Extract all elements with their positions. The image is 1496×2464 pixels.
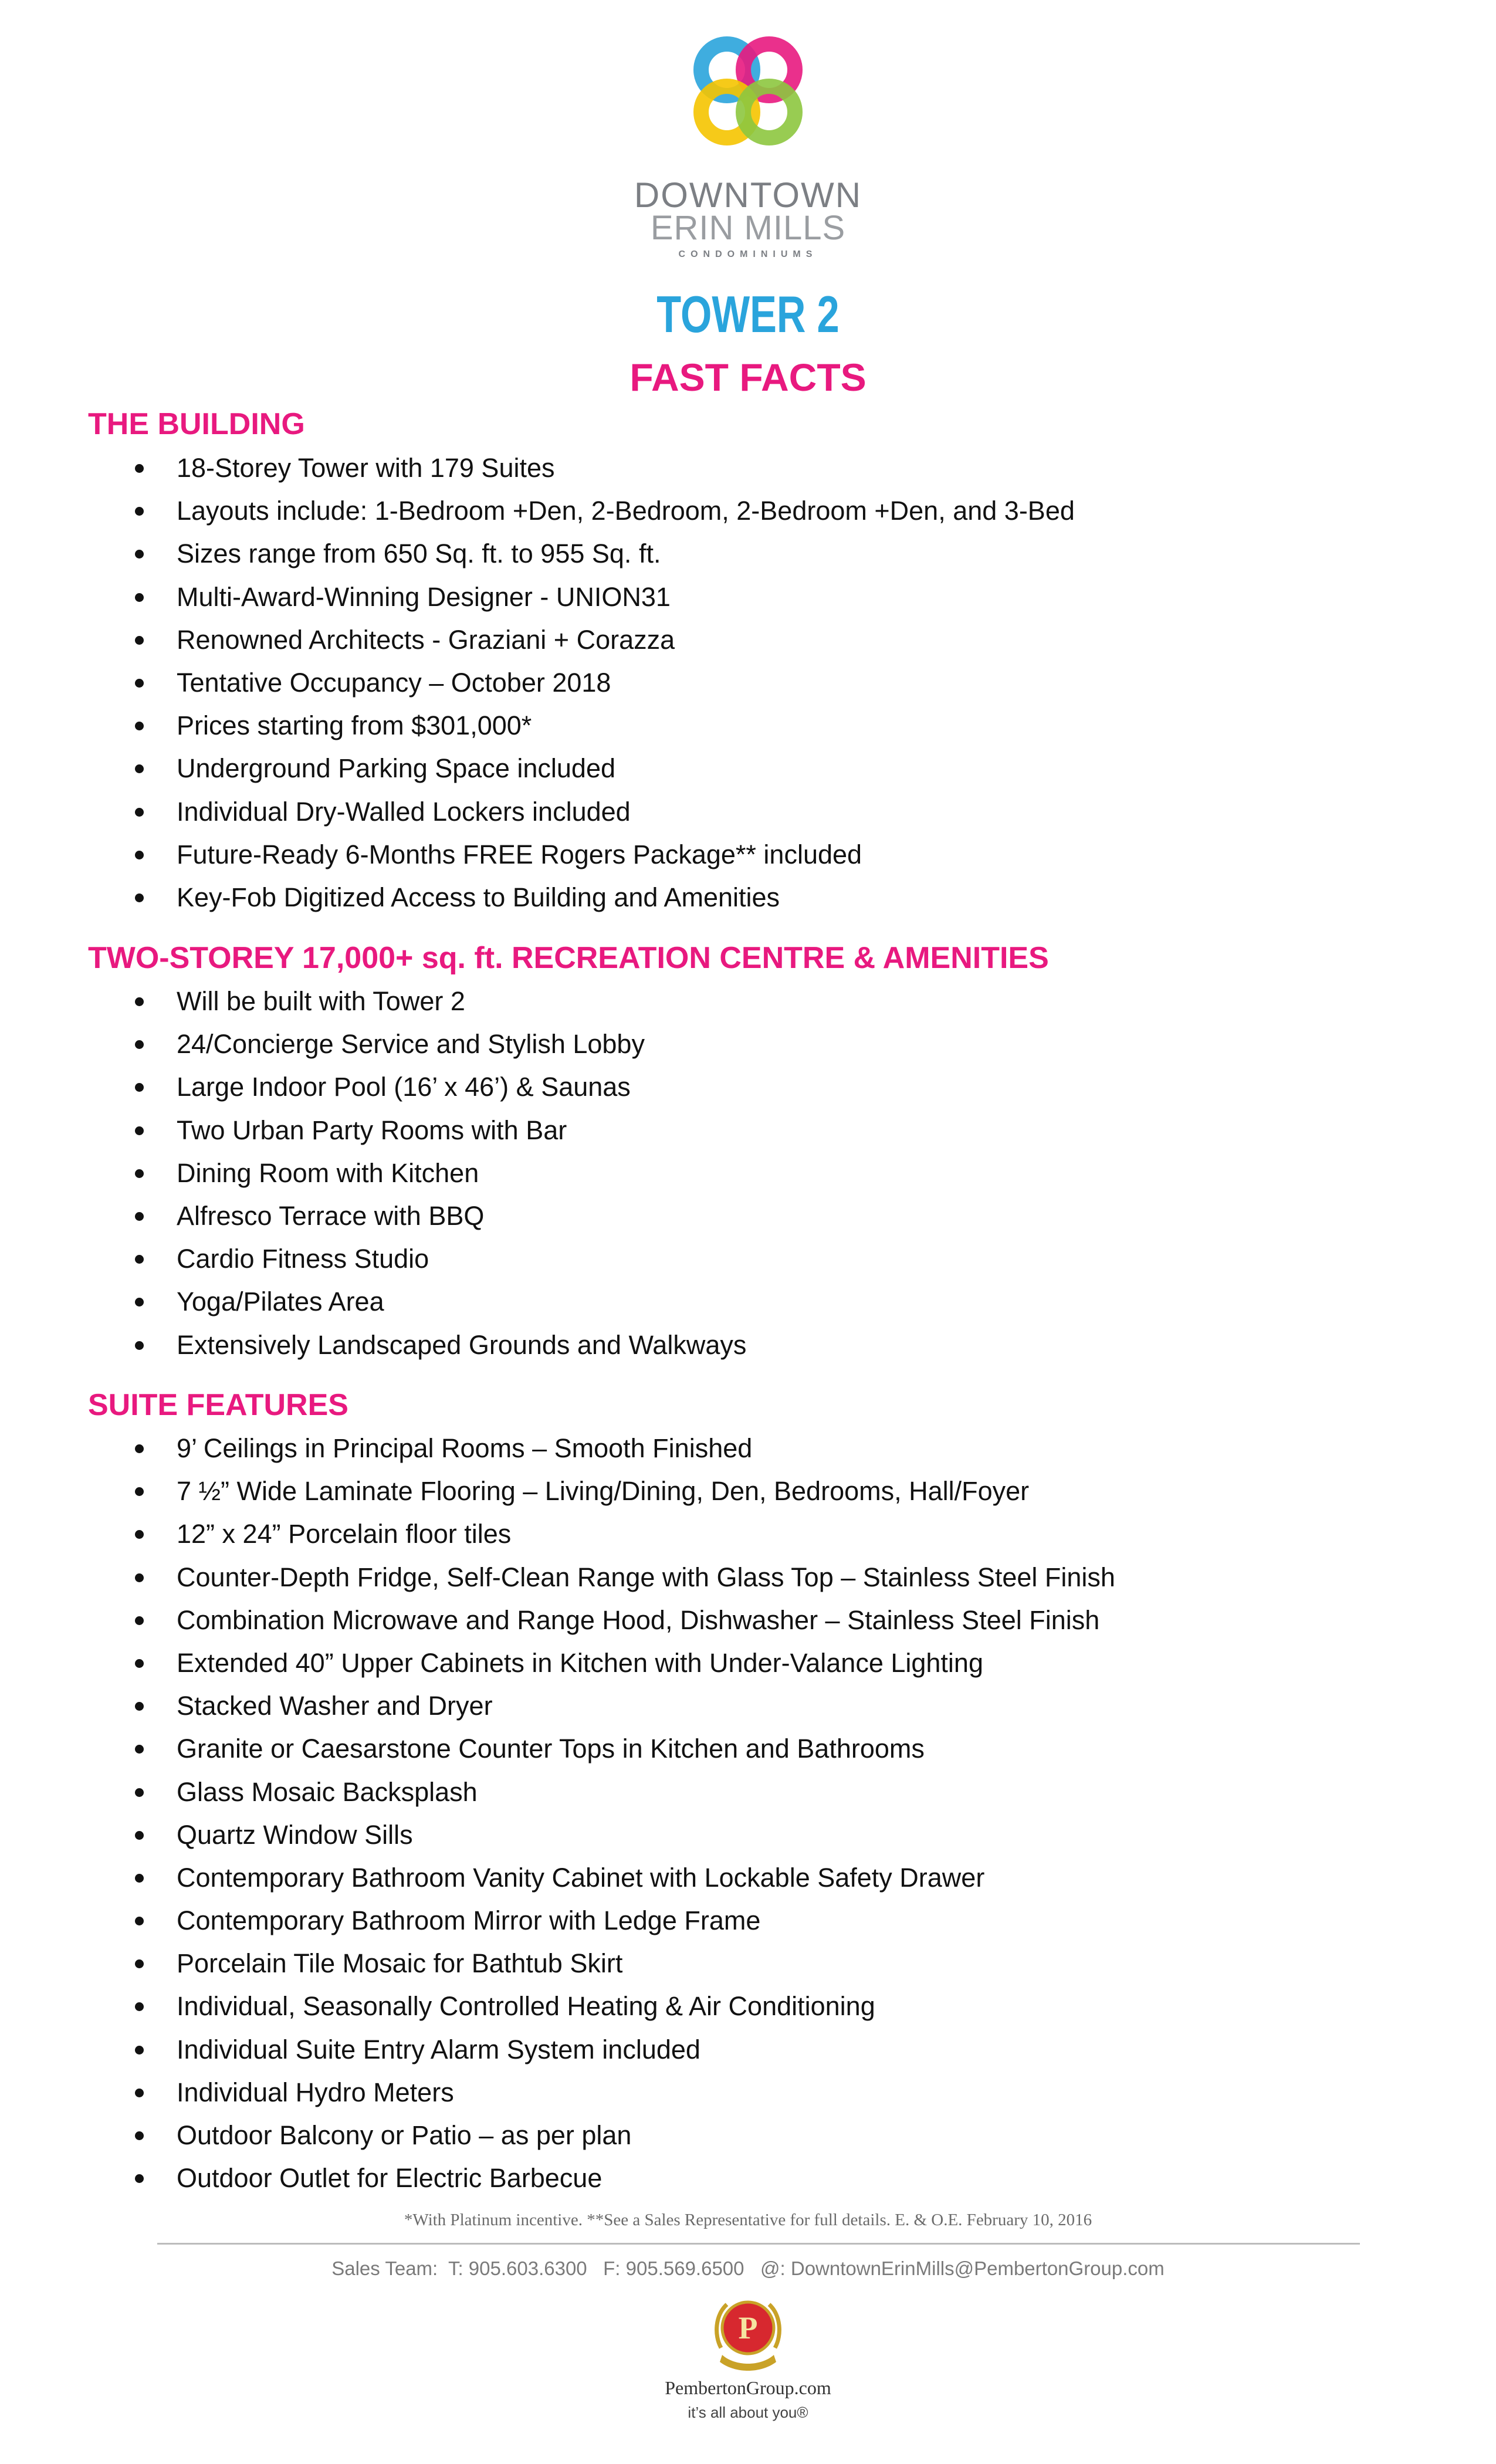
list-item-text: Multi-Award-Winning Designer - UNION31 <box>177 581 671 612</box>
bullet-icon <box>135 1959 144 1968</box>
list-item <box>135 1470 1115 1512</box>
list-item-text: Individual Suite Entry Alarm System included <box>177 2034 700 2064</box>
list-item <box>135 1727 1115 1770</box>
list-item-text: Combination Microwave and Range Hood, Dishwasher – Stainless Steel Finish <box>177 1605 1100 1635</box>
list-item-text: Yoga/Pilates Area <box>177 1287 384 1317</box>
list-item <box>135 618 1075 661</box>
bullet-icon <box>135 1659 144 1668</box>
bullet-icon <box>135 1487 144 1496</box>
list-item <box>135 1065 746 1108</box>
pemberton-tagline: it’s all about you® <box>688 2404 808 2421</box>
list-item <box>135 1152 746 1194</box>
list-item-text: Two Urban Party Rooms with Bar <box>177 1115 567 1145</box>
list-item <box>135 1684 1115 1727</box>
list-item <box>135 1280 746 1323</box>
list-item <box>135 833 1075 876</box>
list-item <box>135 1942 1115 1985</box>
list-item <box>135 446 1075 489</box>
list-item-text: 18-Storey Tower with 179 Suites <box>177 453 555 483</box>
list-item-text: Prices starting from $301,000* <box>177 710 532 741</box>
list-item <box>135 2114 1115 2157</box>
bullet-icon <box>135 1702 144 1711</box>
brand-name-line2: ERIN MILLS <box>650 209 846 247</box>
list-item <box>135 576 1075 618</box>
bullet-icon <box>135 997 144 1006</box>
list-item <box>135 790 1075 833</box>
bullet-icon <box>135 550 144 559</box>
building-list <box>135 446 1075 919</box>
bullet-icon <box>135 679 144 688</box>
pemberton-crest-icon <box>712 2294 784 2375</box>
list-item <box>135 661 1075 704</box>
list-item <box>135 1194 746 1237</box>
list-item-text: Dining Room with Kitchen <box>177 1157 479 1188</box>
list-item <box>135 1599 1115 1641</box>
list-item-text: Future-Ready 6-Months FREE Rogers Package** included <box>177 839 862 869</box>
list-item <box>135 1641 1115 1684</box>
list-item <box>135 876 1075 919</box>
bullet-icon <box>135 1040 144 1049</box>
section-heading-suite-features: SUITE FEATURES <box>88 1388 348 1422</box>
list-item <box>135 532 1075 575</box>
bullet-icon <box>135 1169 144 1178</box>
footnote: *With Platinum incentive. **See a Sales Representative for full details. E. & O.E. February 10, 2016 <box>404 2211 1092 2229</box>
bullet-icon <box>135 808 144 817</box>
crest-letter: P <box>738 2310 758 2345</box>
section-heading-building: THE BUILDING <box>88 407 305 441</box>
bullet-icon <box>135 1530 144 1539</box>
bullet-icon <box>135 1212 144 1221</box>
list-item <box>135 1237 746 1280</box>
list-item <box>135 704 1075 747</box>
bullet-icon <box>135 1255 144 1264</box>
list-item-text: Individual Hydro Meters <box>177 2077 454 2107</box>
section-heading-recreation: TWO-STOREY 17,000+ sq. ft. RECREATION CENTRE & AMENITIES <box>88 941 1049 975</box>
list-item-text: Contemporary Bathroom Vanity Cabinet with Lockable Safety Drawer <box>177 1862 985 1893</box>
list-item <box>135 2028 1115 2071</box>
bullet-icon <box>135 2089 144 2097</box>
bullet-icon <box>135 1298 144 1307</box>
list-item-text: 24/Concierge Service and Stylish Lobby <box>177 1029 645 1060</box>
list-item-text: Renowned Architects - Graziani + Corazza <box>177 624 675 655</box>
bullet-icon <box>135 636 144 645</box>
list-item-text: Large Indoor Pool (16’ x 46’) & Saunas <box>177 1072 631 1102</box>
bullet-icon <box>135 593 144 602</box>
bullet-icon <box>135 1573 144 1582</box>
suite-features-list <box>135 1427 1115 2199</box>
tower-title: TOWER 2 <box>656 285 840 343</box>
bullet-icon <box>135 2002 144 2011</box>
list-item-text: Contemporary Bathroom Mirror with Ledge Frame <box>177 1905 761 1936</box>
list-item-text: Individual, Seasonally Controlled Heating & Air Conditioning <box>177 1991 875 2022</box>
bullet-icon <box>135 764 144 773</box>
bullet-icon <box>135 1831 144 1840</box>
list-item <box>135 1324 746 1366</box>
list-item <box>135 1512 1115 1555</box>
list-item <box>135 1985 1115 2028</box>
bullet-icon <box>135 1745 144 1754</box>
list-item-text: Glass Mosaic Backsplash <box>177 1776 478 1807</box>
crest-ribbon <box>720 2355 776 2371</box>
list-item-text: Extended 40” Upper Cabinets in Kitchen with Under-Valance Lighting <box>177 1647 983 1678</box>
bullet-icon <box>135 507 144 516</box>
list-item <box>135 2071 1115 2114</box>
list-item-text: Tentative Occupancy – October 2018 <box>177 667 611 698</box>
list-item-text: Counter-Depth Fridge, Self-Clean Range with Glass Top – Stainless Steel Finish <box>177 1562 1115 1592</box>
list-item-text: Cardio Fitness Studio <box>177 1244 429 1274</box>
list-item <box>135 1813 1115 1856</box>
bullet-icon <box>135 2131 144 2140</box>
pemberton-website[interactable]: PembertonGroup.com <box>665 2377 831 2398</box>
bullet-icon <box>135 1341 144 1350</box>
list-item <box>135 747 1075 790</box>
brand-name-line1: DOWNTOWN <box>634 175 862 215</box>
list-item <box>135 2157 1115 2199</box>
bullet-icon <box>135 2174 144 2183</box>
list-item-text: Extensively Landscaped Grounds and Walkways <box>177 1329 747 1360</box>
bullet-icon <box>135 851 144 859</box>
list-item-text: Sizes range from 650 Sq. ft. to 955 Sq. ft. <box>177 539 661 569</box>
list-item-text: Individual Dry-Walled Lockers included <box>177 796 631 827</box>
list-item-text: Porcelain Tile Mosaic for Bathtub Skirt <box>177 1948 623 1979</box>
list-item-text: Granite or Caesarstone Counter Tops in Kitchen and Bathrooms <box>177 1734 925 1764</box>
list-item-text: 9’ Ceilings in Principal Rooms – Smooth Finished <box>177 1433 753 1463</box>
bullet-icon <box>135 1126 144 1135</box>
list-item-text: Outdoor Balcony or Patio – as per plan <box>177 2120 632 2150</box>
list-item <box>135 1556 1115 1599</box>
page-title: FAST FACTS <box>629 356 867 399</box>
list-item <box>135 1771 1115 1813</box>
list-item <box>135 1023 746 1065</box>
bullet-icon <box>135 1874 144 1883</box>
list-item <box>135 980 746 1023</box>
footer-divider <box>157 2243 1360 2245</box>
list-item <box>135 1427 1115 1470</box>
bullet-icon <box>135 1083 144 1092</box>
list-item <box>135 489 1075 532</box>
list-item-text: 12” x 24” Porcelain floor tiles <box>177 1519 512 1549</box>
list-item-text: Key-Fob Digitized Access to Building and Amenities <box>177 882 780 912</box>
bullet-icon <box>135 1616 144 1625</box>
recreation-list <box>135 980 746 1366</box>
list-item-text: Outdoor Outlet for Electric Barbecue <box>177 2163 603 2194</box>
brand-name-line3: CONDOMINIUMS <box>678 249 818 259</box>
bullet-icon <box>135 2046 144 2055</box>
bullet-icon <box>135 1444 144 1453</box>
list-item-text: 7 ½” Wide Laminate Flooring – Living/Dining, Den, Bedrooms, Hall/Foyer <box>177 1476 1030 1507</box>
bullet-icon <box>135 1917 144 1925</box>
list-item-text: Quartz Window Sills <box>177 1819 413 1850</box>
sales-contact-line: Sales Team: T: 905.603.6300 F: 905.569.6500 @: DowntownErinMills@PembertonGroup.com <box>331 2257 1165 2279</box>
list-item <box>135 1899 1115 1942</box>
list-item <box>135 1109 746 1152</box>
list-item-text: Alfresco Terrace with BBQ <box>177 1200 485 1231</box>
bullet-icon <box>135 722 144 730</box>
list-item-text: Will be built with Tower 2 <box>177 986 465 1016</box>
list-item-text: Layouts include: 1-Bedroom +Den, 2-Bedroom, 2-Bedroom +Den, and 3-Bed <box>177 496 1075 526</box>
bullet-icon <box>135 893 144 902</box>
list-item-text: Underground Parking Space included <box>177 753 615 784</box>
list-item <box>135 1856 1115 1899</box>
list-item-text: Stacked Washer and Dryer <box>177 1691 493 1721</box>
bullet-icon <box>135 464 144 473</box>
bullet-icon <box>135 1788 144 1797</box>
downtown-erin-mills-logo-icon <box>689 32 807 150</box>
